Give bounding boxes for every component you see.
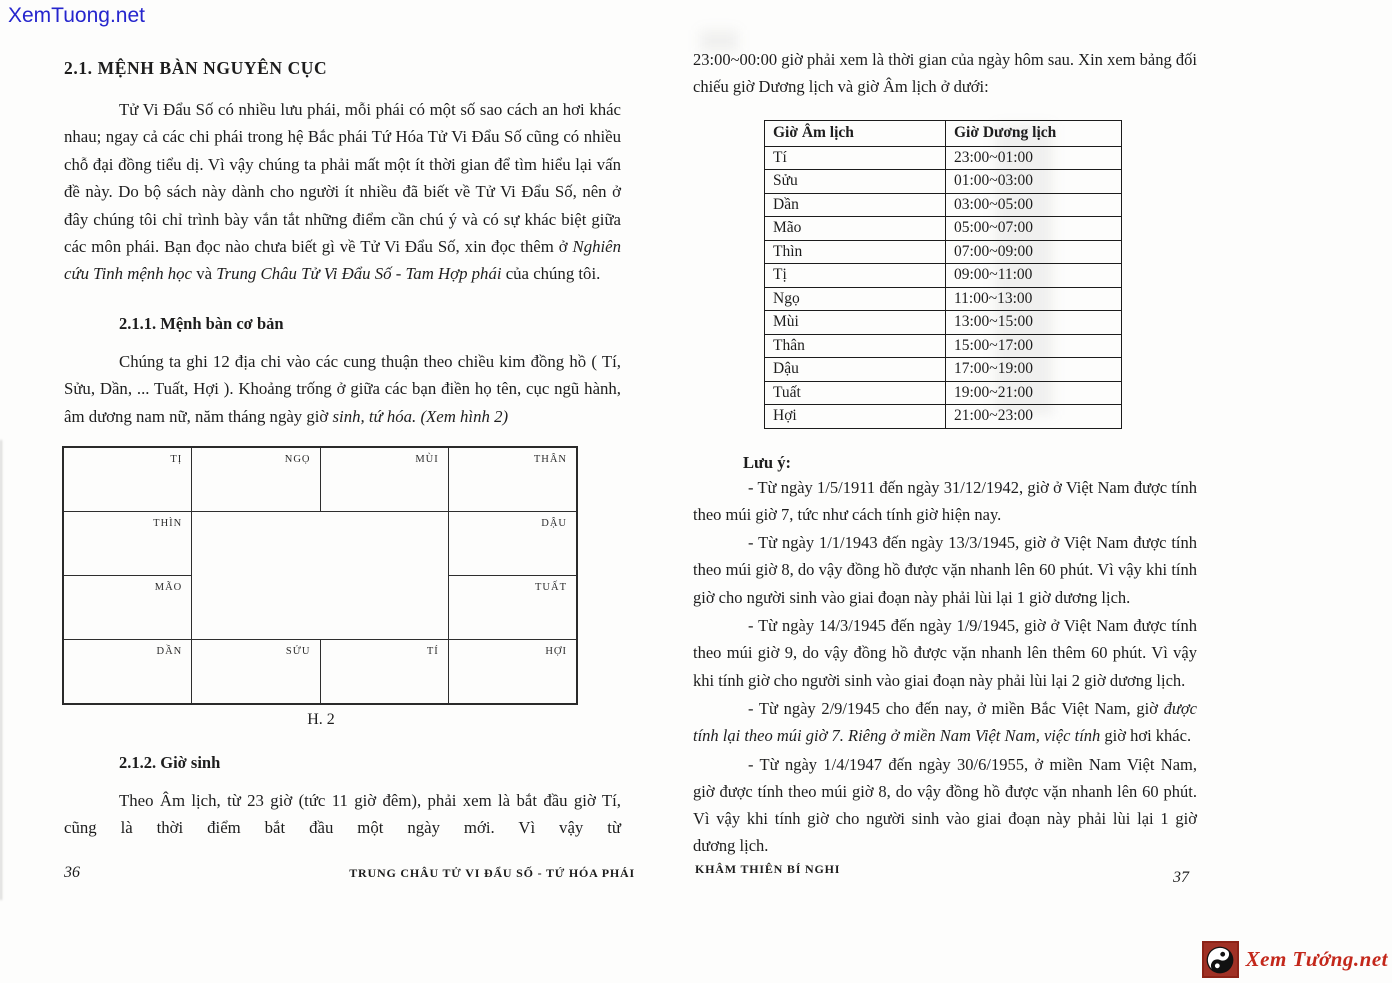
note-item: - Từ ngày 1/1/1943 đến ngày 13/3/1945, giờ ở Việt Nam được tính theo múi giờ 8, do vậy đồng hồ được vặn nhanh lên 60 phút. Vì vậy khi tính giờ cho người sinh vào giai đoạn này phải lùi lại 1 giờ dương lịch. [693,533,1197,607]
chart-center-area [192,512,448,639]
cell-branch: Mão [765,217,946,241]
cell-hours: 05:00~07:00 [946,217,1122,241]
table-row [765,358,1122,382]
right-running-title: KHÂM THIÊN BÍ NGHI [695,862,841,876]
table-row [765,311,1122,335]
note-item-post: giờ hơi khác. [1104,726,1192,746]
cell-hours: 21:00~23:00 [946,405,1122,429]
note-item-pre: - Từ ngày 2/9/1945 cho đến nay, ở miền Bắc Việt Nam, giờ [748,698,1164,718]
chart-cell-mao: MÃO [64,576,191,639]
note-item: - Từ ngày 1/5/1911 đến ngày 31/12/1942, giờ ở Việt Nam được tính theo múi giờ 7, tức như cách tính giờ hiện nay. [693,477,1197,524]
chart-cell-suu: SỬU [192,640,319,703]
header-gio-duong-lich: Giờ Dương lịch [946,120,1122,146]
chart-cell-dau: DẬU [449,512,576,575]
cell-branch: Tí [765,146,946,170]
table-header-row [765,120,1122,146]
figure-reference: sinh, tứ hóa. (Xem hình 2) [332,406,509,426]
cell-hours: 03:00~05:00 [946,193,1122,217]
table-row [765,193,1122,217]
table-row [765,240,1122,264]
note-item [693,695,1197,750]
section-heading-212: 2.1.2. Giờ sinh [119,753,221,773]
cell-hours: 11:00~13:00 [946,287,1122,311]
paragraph-menh-ban-text: Chúng ta ghi 12 địa chi vào các cung thuận theo chiều kim đồng hồ ( Tí, Sửu, Dần, ... Tuất, Hợi ). Khoảng trống ở giữa các bạn điền họ tên, cục ngũ hành, âm dương nam nữ, năm tháng ngày giờ [64,351,621,426]
section-heading-211: 2.1.1. Mệnh bàn cơ bản [119,313,284,333]
left-page-number: 36 [64,864,80,881]
cell-hours: 17:00~19:00 [946,358,1122,382]
cell-hours: 07:00~09:00 [946,240,1122,264]
chart-cell-ti-rat: TÍ [321,640,448,703]
chart-cell-dan: DẦN [64,640,191,703]
notes-section [693,453,1197,860]
note-item: - Từ ngày 14/3/1945 đến ngày 1/9/1945, giờ ở Việt Nam được tính theo múi giờ 9, do vậy đồng hồ được vặn nhanh lên thêm 60 phút. Vì vậy khi tính giờ cho người sinh vào giai đoạn này phải lùi lại 2 giờ dương lịch. [693,616,1197,690]
paragraph-intro [64,96,621,288]
table-row [765,287,1122,311]
table-row [765,264,1122,288]
table-row [765,217,1122,241]
chart-cell-ngo: NGỌ [192,448,319,511]
paragraph-intro-conj: và [192,264,217,284]
cell-branch: Ngọ [765,287,946,311]
paragraph-intro-text: Tử Vi Đẩu Số có nhiều lưu phái, mỗi phái có một số sao cách an hơi khác nhau; ngay cả các chi phái trong hệ Bắc phái Tứ Hóa Tử Vi Đẩu Số cũng có nhiều chỗ đại đồng tiểu dị. Vì vậy chúng ta phải mất một ít thời gian để tìm hiểu lại vấn đề này. Do bộ sách này dành cho người ít nhiều đã biết về Tử Vi Đẩu Số, nên ở đây chúng tôi chỉ trình bày vắn tắt những điểm cần chú ý và có sự khác biệt giữa các môn phái. Bạn đọc nào chưa biết gì về Tử Vi Đẩu Số, xin đọc thêm ở [64,100,621,257]
destiny-chart-grid [62,446,578,705]
cell-hours: 13:00~15:00 [946,311,1122,335]
cell-branch: Dậu [765,358,946,382]
book-title-2: Trung Châu Tử Vi Đẩu Số - Tam Hợp phái [216,264,502,284]
watermark-link[interactable]: XemTuong.net [8,4,145,27]
chart-cell-than: THÂN [449,448,576,511]
paragraph-intro-end: của chúng tôi. [501,264,601,284]
cell-hours: 01:00~03:00 [946,170,1122,194]
left-running-title: TRUNG CHÂU TỬ VI ĐẨU SỐ - TỨ HÓA PHÁI [349,866,635,880]
note-label: Lưu ý: [743,452,791,472]
chart-cell-mui: MÙI [321,448,448,511]
cell-hours: 23:00~01:00 [946,146,1122,170]
chart-cell-tuat: TUẤT [449,576,576,639]
hour-conversion-table [764,120,1122,429]
left-page-footer [64,864,635,882]
destiny-chart-figure [62,446,580,729]
note-item-italic: được tính lại theo múi giờ 7. Riêng ở miền Nam Việt Nam, việc tính [693,698,1197,746]
figure-caption: H. 2 [307,711,335,729]
header-gio-am-lich: Giờ Âm lịch [765,120,946,146]
cell-branch: Tị [765,264,946,288]
cell-branch: Thân [765,334,946,358]
site-logo-text: Xem Tướng.net [1245,947,1388,971]
note-item: - Từ ngày 1/4/1947 đến ngày 30/6/1955, ở miền Nam Việt Nam, giờ được tính theo múi giờ 8, do vậy đồng hồ được vặn nhanh lên 60 phút. Vì vậy khi tính giờ cho người sinh vào giai đoạn này phải lùi lại 1 giờ dương lịch. [693,754,1197,856]
site-logo[interactable] [1202,941,1388,978]
table-row [765,146,1122,170]
paragraph-continuation: 23:00~00:00 giờ phải xem là thời gian của ngày hôm sau. Xin xem bảng đối chiếu giờ Dương lịch và giờ Âm lịch ở dưới: [693,50,1197,97]
right-page [693,46,1197,860]
book-title-1: Nghiên cứu Tinh mệnh học [64,237,621,284]
cell-branch: Dần [765,193,946,217]
cell-hours: 09:00~11:00 [946,264,1122,288]
cell-branch: Thìn [765,240,946,264]
paragraph-menh-ban [64,348,621,430]
cell-branch: Tuất [765,381,946,405]
table-row [765,405,1122,429]
cell-branch: Hợi [765,405,946,429]
chart-cell-hoi: HỢI [449,640,576,703]
cell-branch: Mùi [765,311,946,335]
chart-cell-ti-snake: TỊ [64,448,191,511]
chart-cell-thin: THÌN [64,512,191,575]
table-row [765,170,1122,194]
cell-hours: 15:00~17:00 [946,334,1122,358]
table-row [765,334,1122,358]
left-page [64,58,621,842]
right-page-number: 37 [1173,869,1189,886]
chapter-heading: 2.1. MỆNH BÀN NGUYÊN CỤC [64,58,328,78]
cell-branch: Sửu [765,170,946,194]
scan-edge-line [0,440,2,900]
cell-hours: 19:00~21:00 [946,381,1122,405]
paragraph-gio-sinh: Theo Âm lịch, từ 23 giờ (tức 11 giờ đêm), phải xem là bắt đầu giờ Tí, cũng là thời điểm bắt đầu một ngày mới. Vì vậy từ [64,791,621,838]
table-row [765,381,1122,405]
yin-yang-icon [1202,941,1239,978]
